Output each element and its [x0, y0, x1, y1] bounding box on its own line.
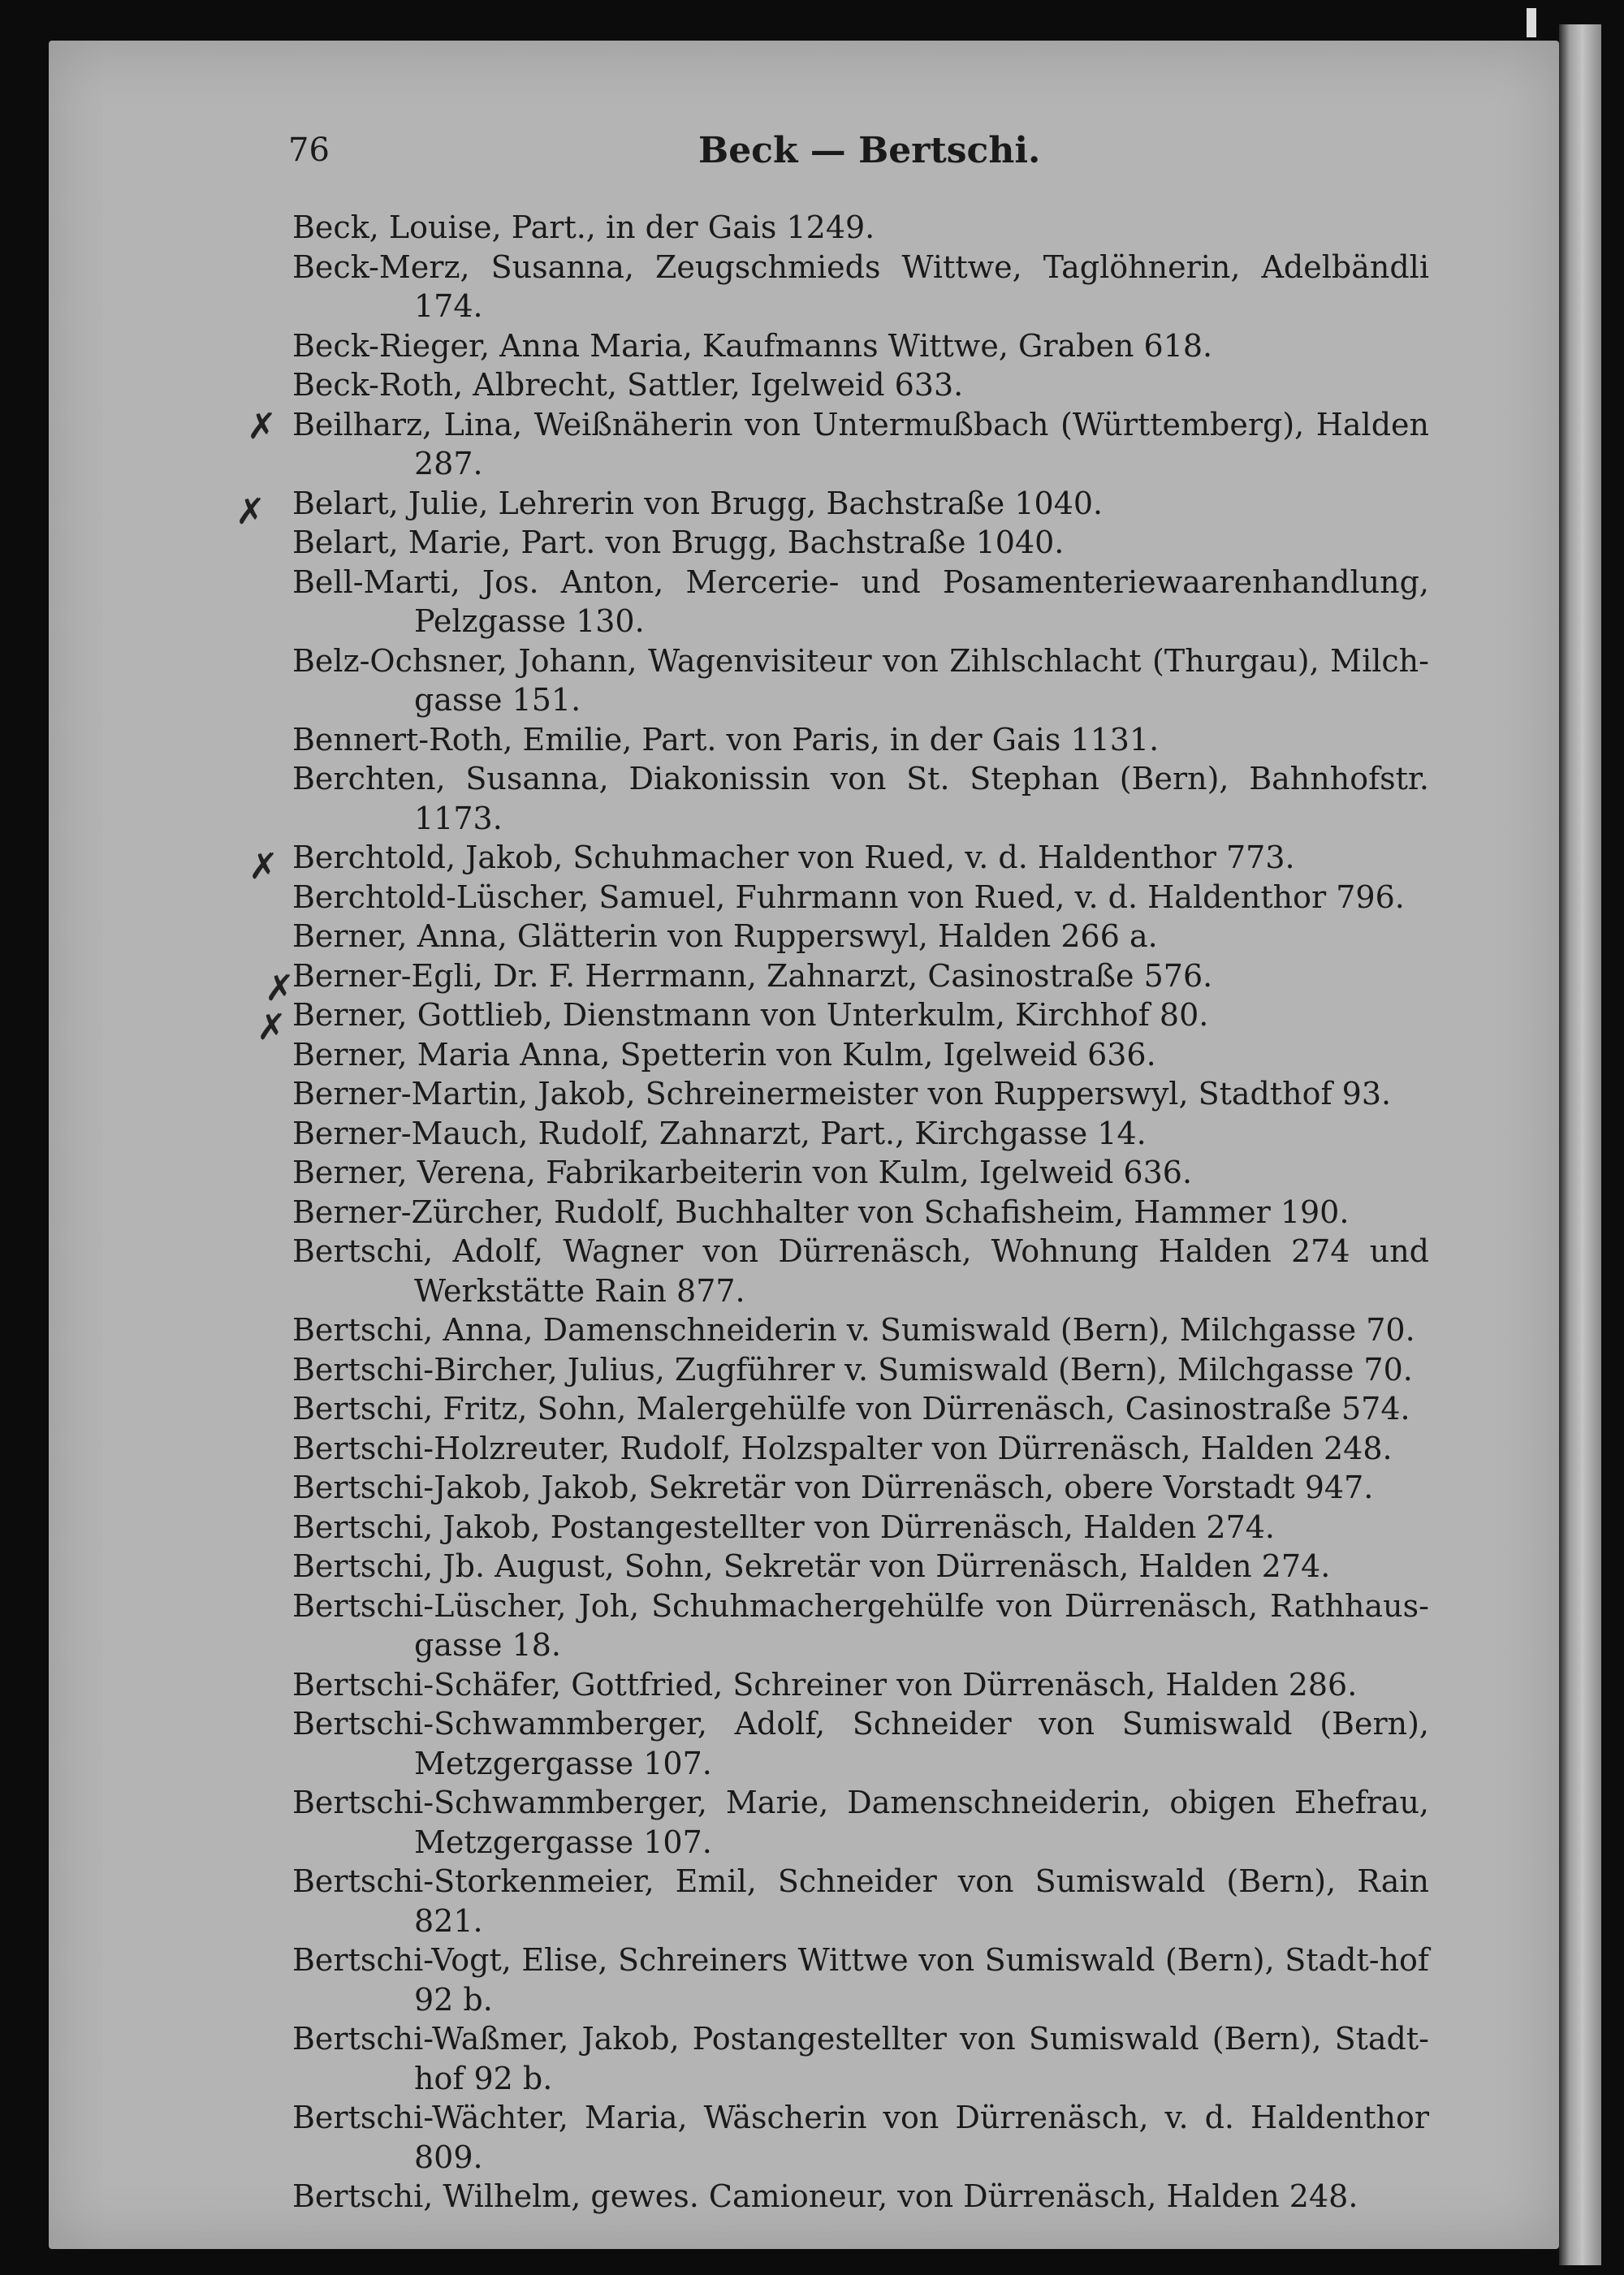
entry: Berner, Verena, Fabrikarbeiterin von Kulm, Igelweid 636.: [292, 1155, 1193, 1190]
entry: Bertschi, Jakob, Postangestellter von Dürrenäsch, Halden 274.: [292, 1509, 1276, 1545]
entry: Bertschi-Storkenmeier, Emil, Schneider von Sumiswald (Bern), Rain 821.: [292, 1863, 1429, 1939]
entry: Bertschi, Wilhelm, gewes. Camioneur, von Dürrenäsch, Halden 248.: [292, 2178, 1358, 2214]
entry: Berner-Mauch, Rudolf, Zahnarzt, Part., Kirchgasse 14.: [292, 1115, 1147, 1151]
entry: Bertschi-Lüscher, Joh, Schuhmachergehülfe von Dürrenäsch, Rathhaus-gasse 18.: [292, 1587, 1429, 1663]
entry: Bertschi, Anna, Damenschneiderin v. Sumiswald (Bern), Milchgasse 70.: [292, 1312, 1415, 1348]
entry: Berner-Zürcher, Rudolf, Buchhalter von Schafisheim, Hammer 190.: [292, 1194, 1350, 1230]
entry: Bertschi-Vogt, Elise, Schreiners Wittwe von Sumiswald (Bern), Stadt-hof 92 b.: [292, 1942, 1429, 2018]
handwritten-x-mark: ✗: [235, 491, 266, 533]
entry: Beck-Roth, Albrecht, Sattler, Igelweid 633.: [292, 367, 964, 403]
entry: Bell-Marti, Jos. Anton, Mercerie- und Posamenteriewaarenhandlung, Pelzgasse 130.: [292, 563, 1429, 639]
entry: Bennert-Roth, Emilie, Part. von Paris, in der Gais 1131.: [292, 721, 1160, 758]
entry: Berner, Gottlieb, Dienstmann von Unterkulm, Kirchhof 80.: [292, 997, 1209, 1033]
entry: Beck-Rieger, Anna Maria, Kaufmanns Wittwe, Graben 618.: [292, 327, 1213, 364]
entry: Bertschi-Schäfer, Gottfried, Schreiner von Dürrenäsch, Halden 286.: [292, 1666, 1358, 1703]
entry: Bertschi-Schwammberger, Marie, Damenschneiderin, obigen Ehefrau, Metzgergasse 107.: [292, 1785, 1429, 1860]
entry: Bertschi, Fritz, Sohn, Malergehülfe von Dürrenäsch, Casinostraße 574.: [292, 1391, 1410, 1427]
entry: Bertschi, Adolf, Wagner von Dürrenäsch, Wohnung Halden 274 und Werkstätte Rain 877.: [292, 1233, 1429, 1309]
entry: Bertschi-Holzreuter, Rudolf, Holzspalter von Dürrenäsch, Halden 248.: [292, 1430, 1393, 1466]
entry: Berner-Egli, Dr. F. Herrmann, Zahnarzt, Casinostraße 576.: [292, 957, 1213, 994]
page-edge: [1559, 24, 1601, 2265]
entry: Beck, Louise, Part., in der Gais 1249.: [292, 209, 875, 245]
entry: Berner, Maria Anna, Spetterin von Kulm, Igelweid 636.: [292, 1036, 1156, 1073]
handwritten-x-mark: ✗: [265, 968, 295, 1009]
entry: Belart, Julie, Lehrerin von Brugg, Bachstraße 1040.: [292, 485, 1104, 521]
page-number: 76: [288, 132, 330, 169]
handwritten-x-mark: ✗: [248, 846, 279, 887]
handwritten-x-mark: ✗: [247, 406, 277, 447]
page-corner: [1527, 8, 1536, 37]
entry: Beilharz, Lina, Weißnäherin von Untermußbach (Württemberg), Halden 287.: [292, 406, 1429, 481]
entry: Berchtold-Lüscher, Samuel, Fuhrmann von Rued, v. d. Haldenthor 796.: [292, 878, 1405, 915]
entry: Berchten, Susanna, Diakonissin von St. Stephan (Bern), Bahnhofstr. 1173.: [292, 761, 1429, 836]
entry: Berchtold, Jakob, Schuhmacher von Rued, v. d. Haldenthor 773.: [292, 840, 1295, 875]
handwritten-x-mark: ✗: [257, 1007, 287, 1048]
entry: Bertschi-Jakob, Jakob, Sekretär von Dürrenäsch, obere Vorstadt 947.: [292, 1470, 1374, 1505]
directory-entries: [292, 208, 1429, 2217]
entry: Beck-Merz, Susanna, Zeugschmieds Wittwe, Taglöhnerin, Adelbändli 174.: [292, 248, 1429, 324]
entry: Berner, Anna, Glätterin von Rupperswyl, Halden 266 a.: [292, 918, 1158, 954]
entry: Belart, Marie, Part. von Brugg, Bachstraße 1040.: [292, 525, 1065, 560]
entry: Belz-Ochsner, Johann, Wagenvisiteur von Zihlschlacht (Thurgau), Milch-gasse 151.: [292, 642, 1429, 718]
entry: Bertschi, Jb. August, Sohn, Sekretär von Dürrenäsch, Halden 274.: [292, 1548, 1331, 1584]
entry: Bertschi-Schwammberger, Adolf, Schneider von Sumiswald (Bern), Metzgergasse 107.: [292, 1706, 1429, 1781]
entry: Berner-Martin, Jakob, Schreinermeister von Rupperswyl, Stadthof 93.: [292, 1076, 1392, 1112]
entry: Bertschi-Bircher, Julius, Zugführer v. Sumiswald (Bern), Milchgasse 70.: [292, 1351, 1413, 1388]
entry: Bertschi-Wächter, Maria, Wäscherin von Dürrenäsch, v. d. Haldenthor 809.: [292, 2100, 1429, 2175]
running-header: Beck — Bertschi.: [698, 130, 1041, 171]
entry: Bertschi-Waßmer, Jakob, Postangestellter von Sumiswald (Bern), Stadt-hof 92 b.: [292, 2021, 1429, 2096]
